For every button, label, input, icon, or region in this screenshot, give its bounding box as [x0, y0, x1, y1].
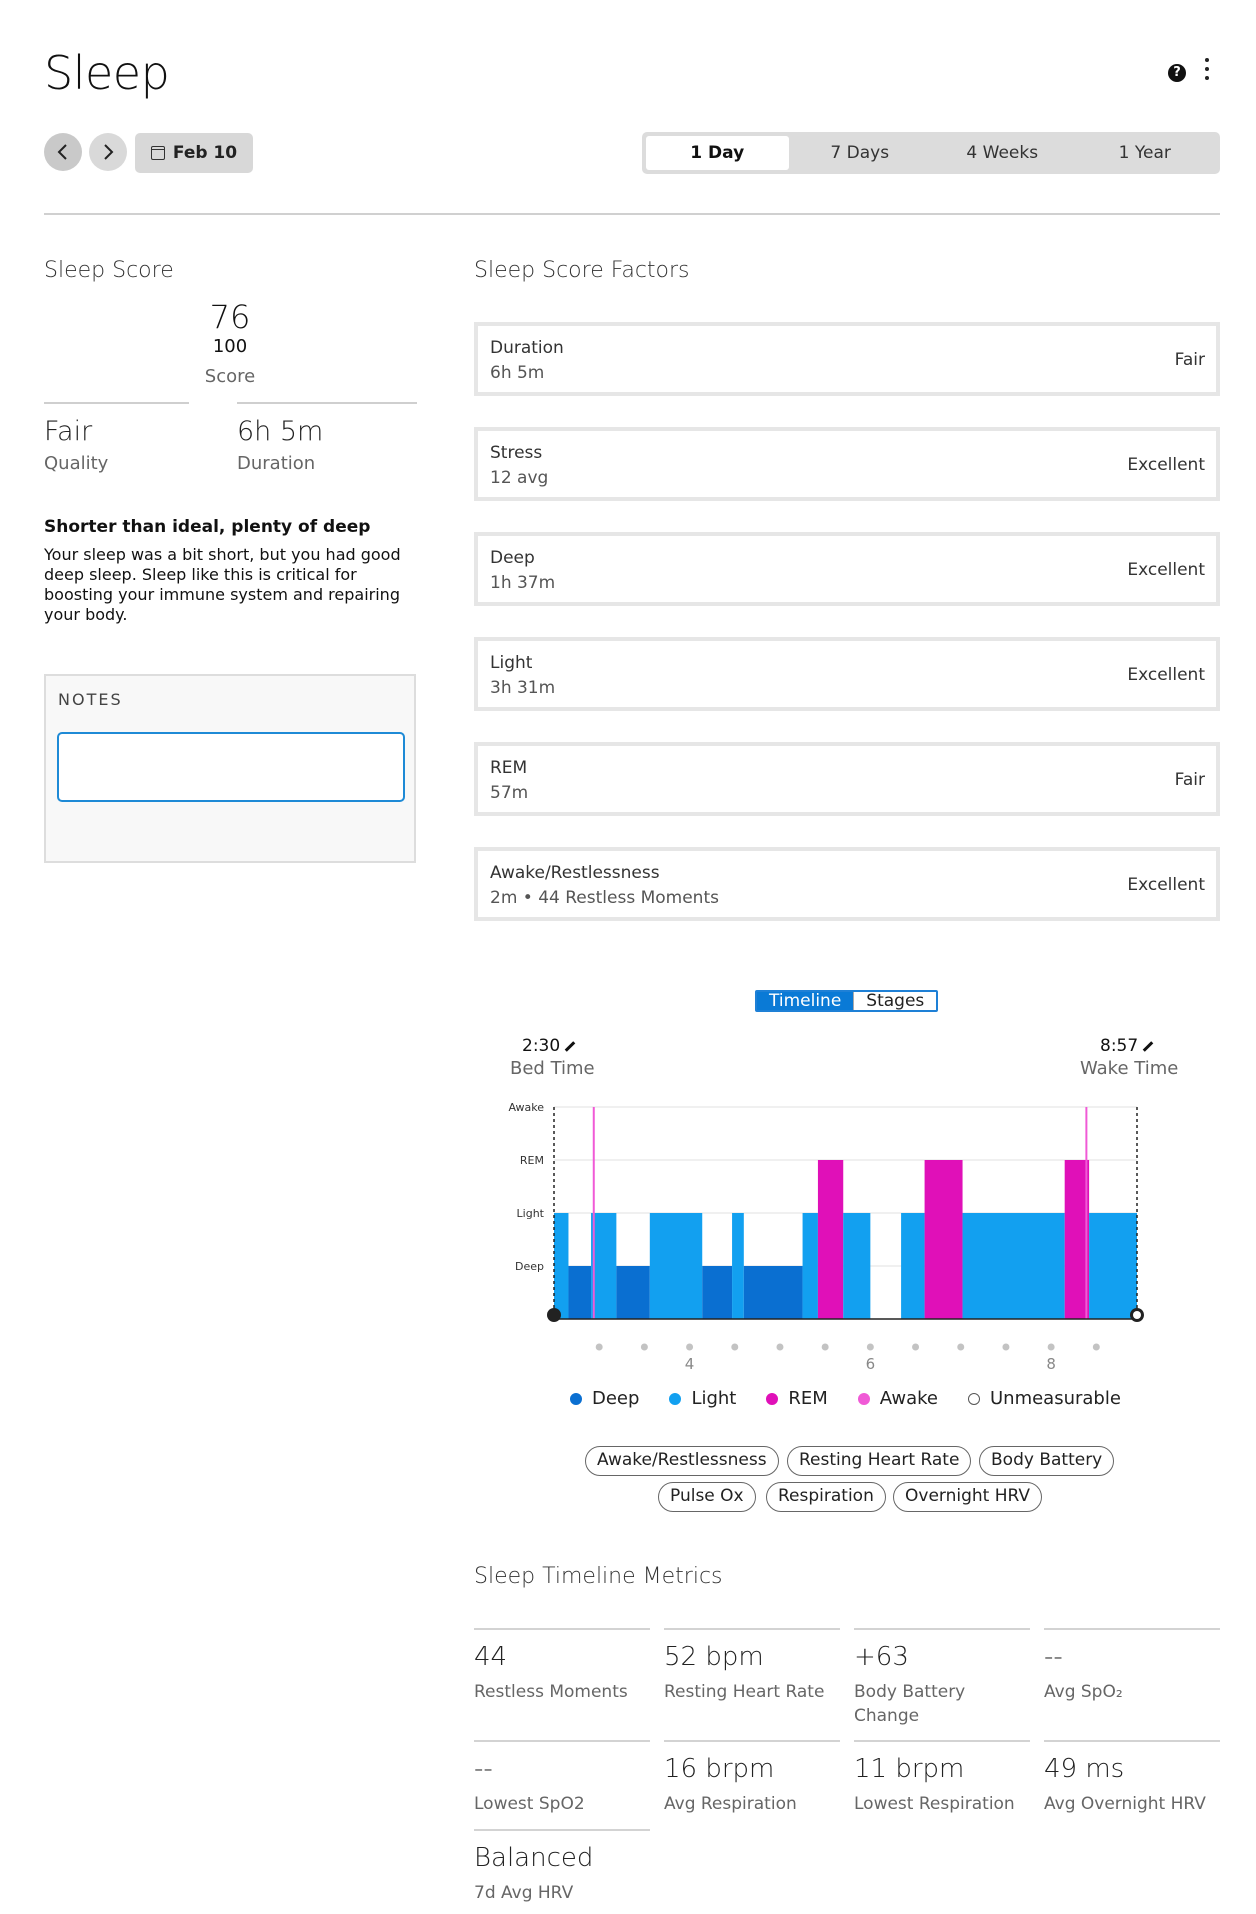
bed-time-edit[interactable]: [522, 1036, 576, 1056]
factor-rating: Excellent: [1127, 560, 1205, 580]
factor-duration[interactable]: [474, 322, 1220, 396]
legend-swatch: [766, 1393, 778, 1405]
legend-swatch: [858, 1393, 870, 1405]
metric-value: Balanced: [474, 1843, 594, 1873]
overlay-body-battery-button[interactable]: Body Battery: [979, 1446, 1114, 1476]
factor-rating: Fair: [1174, 770, 1205, 790]
x-tick-label: 8: [1046, 1355, 1056, 1370]
sleep-stage-bar: [901, 1213, 925, 1319]
chevron-left-icon: [56, 143, 70, 161]
bed-time-value: 2:30: [522, 1036, 561, 1056]
factor-value: 12 avg: [490, 468, 549, 488]
x-tick-label: 4: [684, 1355, 695, 1370]
metric-value: 44: [474, 1642, 508, 1672]
metric-value: --: [474, 1754, 493, 1784]
duration-label: Duration: [237, 453, 316, 474]
pencil-icon: [565, 1041, 576, 1052]
sleep-stage-bar: [702, 1266, 732, 1319]
duration-divider: [237, 402, 417, 404]
legend-deep: [570, 1388, 639, 1409]
factor-name: REM: [490, 758, 528, 778]
sleep-timeline-chart: [490, 1085, 1170, 1370]
date-label: Feb 10: [172, 143, 238, 163]
sleep-stage-bar: [925, 1160, 963, 1319]
sleep-stage-bar: [650, 1213, 702, 1319]
factor-name: Deep: [490, 548, 535, 568]
notes-panel: [44, 674, 416, 863]
time-tick-dot: [1048, 1344, 1055, 1351]
metric-avg-overnight-hrv: [1044, 1740, 1220, 1828]
range-tabs: [642, 132, 1220, 174]
chart-legend: [570, 1388, 1121, 1409]
factor-deep[interactable]: [474, 532, 1220, 606]
legend-awake: [858, 1388, 938, 1409]
quality-label: Quality: [44, 453, 109, 474]
overlay-awake-restlessness-button[interactable]: Awake/Restlessness: [585, 1446, 779, 1476]
stage-axis-label: Awake: [508, 1101, 544, 1114]
summary-text: Your sleep was a bit short, but you had good deep sleep. Sleep like this is critical for boosting your immune system and repairing your body.: [44, 545, 401, 624]
sleep-stage-bar: [732, 1213, 744, 1319]
legend-label: Awake: [879, 1388, 938, 1409]
metric-label: Lowest Respiration: [854, 1794, 1015, 1814]
x-tick-label: 6: [865, 1355, 876, 1370]
factor-light[interactable]: [474, 637, 1220, 711]
factor-value: 2m • 44 Restless Moments: [490, 888, 719, 908]
sleep-score-value: 76: [209, 298, 251, 336]
overlay-resting-heart-rate-button[interactable]: Resting Heart Rate: [787, 1446, 971, 1476]
metric-avg-respiration: [664, 1740, 840, 1828]
sleep-stage-bar: [554, 1213, 568, 1319]
sleep-stage-bar: [963, 1213, 1065, 1319]
factor-rating: Fair: [1174, 350, 1205, 370]
time-tick-dot: [686, 1344, 693, 1351]
factor-rem[interactable]: [474, 742, 1220, 816]
factor-rating: Excellent: [1127, 875, 1205, 895]
metric-restless-moments: [474, 1628, 650, 1738]
metric-value: 11 brpm: [854, 1754, 965, 1784]
metric-value: +63: [854, 1642, 909, 1672]
legend-label: Unmeasurable: [989, 1388, 1121, 1409]
time-tick-dot: [1002, 1344, 1009, 1351]
chevron-right-icon: [101, 143, 115, 161]
tab-1-day[interactable]: 1 Day: [646, 136, 789, 170]
sleep-stage-bar: [568, 1266, 591, 1319]
sleep-stage-bar: [803, 1213, 818, 1319]
legend-unmeasurable: [968, 1388, 1121, 1409]
time-tick-dot: [641, 1344, 648, 1351]
factor-rating: Excellent: [1127, 665, 1205, 685]
legend-light: [669, 1388, 736, 1409]
calendar-icon: [151, 146, 165, 160]
next-day-button[interactable]: [89, 133, 127, 171]
factor-name: Stress: [490, 443, 543, 463]
metric-lowest-spo2: [474, 1740, 650, 1828]
legend-label: Deep: [592, 1388, 640, 1409]
legend-label: REM: [788, 1388, 828, 1409]
wake-time-edit[interactable]: [1100, 1036, 1154, 1056]
legend-label: Light: [691, 1388, 737, 1409]
wake-time-value: 8:57: [1100, 1036, 1139, 1056]
factor-stress[interactable]: [474, 427, 1220, 501]
sleep-score-title: Sleep Score: [44, 258, 174, 283]
quality-divider: [44, 402, 189, 404]
factors-title: Sleep Score Factors: [474, 258, 690, 283]
tab-1-year[interactable]: 1 Year: [1118, 143, 1171, 163]
notes-label: NOTES: [58, 690, 123, 709]
sleep-stage-bar: [616, 1266, 649, 1319]
time-tick-dot: [912, 1344, 919, 1351]
legend-swatch: [968, 1393, 980, 1405]
sleep-stage-bar: [744, 1266, 803, 1319]
factor-value: 1h 37m: [490, 573, 556, 593]
tab-7-days[interactable]: 7 Days: [830, 143, 890, 163]
sleep-stage-bar: [818, 1160, 843, 1319]
stage-axis-label: REM: [519, 1154, 544, 1167]
metric-label: Body Battery Change: [854, 1682, 966, 1726]
timeline-toggle-button[interactable]: Timeline: [757, 992, 853, 1010]
help-icon[interactable]: ?: [1168, 64, 1186, 82]
chart-view-toggle: [755, 990, 938, 1012]
stage-axis-label: Deep: [515, 1260, 544, 1273]
overlay-respiration-button[interactable]: Respiration: [766, 1482, 886, 1512]
pencil-icon: [1143, 1041, 1154, 1052]
sleep-stage-bar: [843, 1213, 870, 1319]
metric-value: 52 bpm: [664, 1642, 764, 1672]
metric-label: Avg Respiration: [664, 1794, 797, 1814]
metric-value: 16 brpm: [664, 1754, 775, 1784]
legend-rem: [766, 1388, 827, 1409]
time-tick-dot: [822, 1344, 829, 1351]
quality-value: Fair: [44, 416, 93, 447]
more-options-icon[interactable]: [1203, 58, 1211, 80]
factor-name: Duration: [490, 338, 564, 358]
metric-avg-spo2: [1044, 1628, 1220, 1738]
previous-day-button[interactable]: [44, 133, 82, 171]
sleep-start-marker: [547, 1308, 561, 1322]
metric-resting-heart-rate: [664, 1628, 840, 1738]
metric-label: 7d Avg HRV: [474, 1883, 574, 1903]
summary-headline: Shorter than ideal, plenty of deep: [44, 517, 371, 537]
metric-label: Lowest SpO2: [474, 1794, 585, 1814]
sleep-score-max: 100: [212, 336, 248, 357]
date-picker-button[interactable]: [135, 133, 253, 173]
legend-swatch: [669, 1393, 681, 1405]
legend-swatch: [570, 1393, 582, 1405]
time-tick-dot: [867, 1344, 874, 1351]
stages-toggle-button[interactable]: Stages: [853, 992, 936, 1010]
overlay-overnight-hrv-button[interactable]: Overnight HRV: [893, 1482, 1042, 1512]
factor-value: 6h 5m: [490, 363, 545, 383]
metric-value: 49 ms: [1044, 1754, 1125, 1784]
sleep-score-caption: Score: [204, 366, 256, 387]
time-tick-dot: [731, 1344, 738, 1351]
time-tick-dot: [776, 1344, 783, 1351]
metric-label: Restless Moments: [474, 1682, 628, 1702]
tab-4-weeks[interactable]: 4 Weeks: [966, 143, 1039, 163]
factor-name: Light: [490, 653, 533, 673]
page-title: Sleep: [44, 46, 170, 100]
metric-body-battery-change: [854, 1628, 1030, 1738]
sleep-stage-bar: [1089, 1213, 1137, 1319]
factor-value: 3h 31m: [490, 678, 556, 698]
factor-awake-restlessness[interactable]: [474, 847, 1220, 921]
bed-time-label: Bed Time: [510, 1058, 595, 1079]
metric-7d-avg-hrv: [474, 1829, 650, 1909]
time-tick-dot: [1093, 1344, 1100, 1351]
metric-label: Avg SpO₂: [1044, 1682, 1123, 1702]
header-divider: [44, 213, 1220, 215]
metrics-title: Sleep Timeline Metrics: [474, 1564, 723, 1589]
stage-axis-label: Light: [516, 1207, 544, 1220]
time-tick-dot: [596, 1344, 603, 1351]
overlay-pulse-ox-button[interactable]: Pulse Ox: [658, 1482, 756, 1512]
time-tick-dot: [957, 1344, 964, 1351]
metric-value: --: [1044, 1642, 1063, 1672]
duration-value: 6h 5m: [237, 416, 324, 447]
notes-input[interactable]: [57, 732, 405, 802]
factor-rating: Excellent: [1127, 455, 1205, 475]
factor-name: Awake/Restlessness: [490, 863, 660, 883]
sleep-stage-bar: [591, 1213, 616, 1319]
wake-alarm-marker-inner: [1133, 1311, 1141, 1319]
metric-label: Avg Overnight HRV: [1044, 1794, 1206, 1814]
metric-label: Resting Heart Rate: [664, 1682, 825, 1702]
metric-lowest-respiration: [854, 1740, 1030, 1828]
wake-time-label: Wake Time: [1080, 1058, 1179, 1079]
factor-value: 57m: [490, 783, 529, 803]
